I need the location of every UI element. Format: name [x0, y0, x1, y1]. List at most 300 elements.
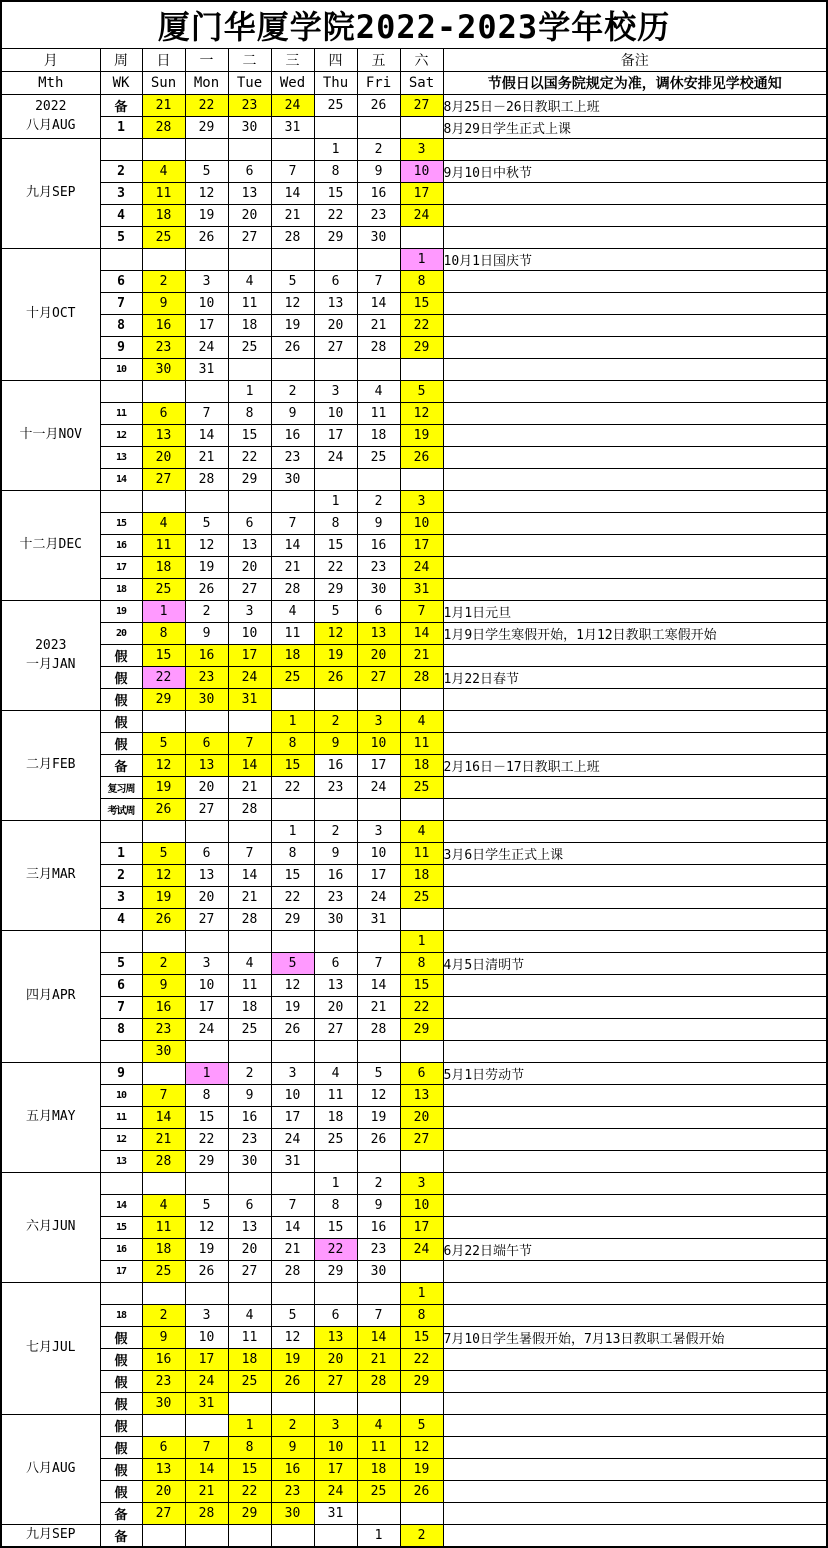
note-cell	[443, 381, 827, 403]
day-cell	[142, 1525, 185, 1547]
calendar-row	[1, 821, 827, 843]
day-cell: 3	[314, 381, 357, 403]
week-number-cell: 假	[100, 1371, 142, 1393]
day-cell: 25	[228, 1371, 271, 1393]
day-cell: 28	[357, 1371, 400, 1393]
note-cell	[443, 1503, 827, 1525]
day-cell: 6	[185, 843, 228, 865]
month-label-line: 六月JUN	[26, 1219, 76, 1235]
day-cell: 25	[314, 1129, 357, 1151]
calendar-row	[1, 711, 827, 733]
day-cell: 24	[271, 95, 314, 117]
day-cell	[185, 139, 228, 161]
day-cell: 6	[228, 1195, 271, 1217]
day-cell: 7	[400, 601, 443, 623]
day-cell: 17	[185, 1349, 228, 1371]
day-cell: 27	[314, 337, 357, 359]
day-cell: 13	[185, 755, 228, 777]
note-cell: 7月10日学生暑假开始，7月13日教职工暑假开始	[443, 1327, 827, 1349]
day-cell: 12	[185, 535, 228, 557]
day-cell: 23	[185, 667, 228, 689]
note-cell: 4月5日清明节	[443, 953, 827, 975]
day-cell: 25	[271, 667, 314, 689]
day-cell: 28	[271, 1261, 314, 1283]
day-cell: 16	[185, 645, 228, 667]
day-cell: 31	[228, 689, 271, 711]
day-cell: 11	[228, 1327, 271, 1349]
day-cell: 3	[185, 953, 228, 975]
header-mon-en: Mon	[185, 72, 228, 95]
calendar-row	[1, 667, 827, 689]
day-cell: 24	[400, 1239, 443, 1261]
note-cell: 8月25日－26日教职工上班	[443, 95, 827, 117]
day-cell: 11	[400, 843, 443, 865]
calendar-row	[1, 689, 827, 711]
note-cell	[443, 1415, 827, 1437]
day-cell: 19	[142, 777, 185, 799]
day-cell: 20	[185, 777, 228, 799]
day-cell: 18	[142, 205, 185, 227]
day-cell: 20	[228, 1239, 271, 1261]
day-cell: 9	[142, 1327, 185, 1349]
header-fri-en: Fri	[357, 72, 400, 95]
note-cell	[443, 1481, 827, 1503]
header-wed-en: Wed	[271, 72, 314, 95]
week-number-cell	[100, 1041, 142, 1063]
day-cell: 30	[142, 1393, 185, 1415]
day-cell: 5	[357, 1063, 400, 1085]
day-cell: 29	[314, 227, 357, 249]
day-cell: 1	[400, 1283, 443, 1305]
day-cell: 14	[357, 293, 400, 315]
day-cell: 11	[142, 1217, 185, 1239]
month-label-line: 七月JUL	[26, 1340, 76, 1356]
month-label-line: 二月FEB	[26, 757, 76, 773]
day-cell: 10	[400, 161, 443, 183]
day-cell: 21	[357, 997, 400, 1019]
day-cell: 20	[185, 887, 228, 909]
day-cell: 15	[400, 975, 443, 997]
day-cell	[228, 1041, 271, 1063]
day-cell: 26	[400, 447, 443, 469]
day-cell: 24	[185, 337, 228, 359]
day-cell: 21	[185, 1481, 228, 1503]
day-cell	[185, 381, 228, 403]
calendar-row	[1, 909, 827, 931]
day-cell	[357, 117, 400, 139]
day-cell: 9	[314, 733, 357, 755]
calendar-row	[1, 117, 827, 139]
day-cell: 17	[185, 315, 228, 337]
day-cell: 19	[142, 887, 185, 909]
calendar-row	[1, 249, 827, 271]
note-cell	[443, 1217, 827, 1239]
note-cell	[443, 1019, 827, 1041]
day-cell: 16	[314, 865, 357, 887]
day-cell	[271, 249, 314, 271]
note-cell	[443, 337, 827, 359]
day-cell: 15	[271, 865, 314, 887]
day-cell: 3	[185, 1305, 228, 1327]
month-label	[1, 821, 100, 931]
week-number-cell: 13	[100, 1151, 142, 1173]
day-cell: 26	[185, 1261, 228, 1283]
day-cell: 31	[314, 1503, 357, 1525]
calendar-row	[1, 227, 827, 249]
day-cell: 5	[142, 843, 185, 865]
day-cell: 9	[228, 1085, 271, 1107]
day-cell: 8	[228, 1437, 271, 1459]
day-cell: 29	[228, 1503, 271, 1525]
note-cell: 8月29日学生正式上课	[443, 117, 827, 139]
note-cell	[443, 315, 827, 337]
week-number-cell	[100, 381, 142, 403]
day-cell: 29	[400, 337, 443, 359]
calendar-row	[1, 1195, 827, 1217]
day-cell: 20	[357, 645, 400, 667]
day-cell: 21	[185, 447, 228, 469]
day-cell: 27	[314, 1371, 357, 1393]
day-cell	[142, 821, 185, 843]
note-cell: 1月9日学生寒假开始，1月12日教职工寒假开始	[443, 623, 827, 645]
day-cell	[400, 799, 443, 821]
day-cell: 13	[357, 623, 400, 645]
day-cell: 14	[185, 1459, 228, 1481]
day-cell: 4	[142, 1195, 185, 1217]
day-cell	[271, 1525, 314, 1547]
day-cell: 14	[357, 975, 400, 997]
note-cell	[443, 1305, 827, 1327]
day-cell: 19	[400, 425, 443, 447]
calendar-row	[1, 1481, 827, 1503]
calendar-row	[1, 931, 827, 953]
week-number-cell: 假	[100, 1327, 142, 1349]
day-cell: 17	[400, 183, 443, 205]
day-cell	[185, 1283, 228, 1305]
day-cell: 11	[228, 293, 271, 315]
day-cell: 11	[142, 183, 185, 205]
note-cell	[443, 1437, 827, 1459]
day-cell: 25	[400, 777, 443, 799]
week-number-cell: 16	[100, 535, 142, 557]
calendar-row	[1, 1525, 827, 1547]
day-cell: 25	[357, 447, 400, 469]
day-cell: 22	[314, 557, 357, 579]
week-number-cell: 20	[100, 623, 142, 645]
day-cell	[271, 139, 314, 161]
day-cell	[400, 1393, 443, 1415]
note-cell	[443, 1041, 827, 1063]
day-cell	[400, 1151, 443, 1173]
day-cell: 13	[228, 183, 271, 205]
day-cell	[185, 821, 228, 843]
day-cell: 5	[400, 1415, 443, 1437]
day-cell	[400, 1503, 443, 1525]
day-cell: 22	[314, 1239, 357, 1261]
day-cell: 18	[400, 755, 443, 777]
day-cell: 25	[228, 337, 271, 359]
day-cell: 10	[228, 623, 271, 645]
day-cell: 15	[271, 755, 314, 777]
calendar-row	[1, 1151, 827, 1173]
day-cell: 7	[271, 513, 314, 535]
day-cell: 10	[185, 1327, 228, 1349]
calendar-row	[1, 1063, 827, 1085]
note-cell	[443, 1261, 827, 1283]
week-number-cell: 17	[100, 557, 142, 579]
day-cell	[357, 249, 400, 271]
day-cell: 29	[400, 1371, 443, 1393]
day-cell: 7	[185, 1437, 228, 1459]
day-cell	[228, 1393, 271, 1415]
calendar-row	[1, 205, 827, 227]
header-wed-cn: 三	[271, 49, 314, 72]
week-number-cell: 12	[100, 1129, 142, 1151]
day-cell: 10	[185, 975, 228, 997]
week-number-cell: 假	[100, 1437, 142, 1459]
day-cell: 12	[271, 293, 314, 315]
day-cell: 24	[400, 557, 443, 579]
month-label-line: 十二月DEC	[19, 537, 82, 553]
note-cell: 5月1日劳动节	[443, 1063, 827, 1085]
day-cell	[142, 249, 185, 271]
month-label	[1, 1283, 100, 1415]
week-number-cell: 假	[100, 1481, 142, 1503]
day-cell: 26	[357, 95, 400, 117]
day-cell: 29	[185, 1151, 228, 1173]
day-cell: 30	[271, 469, 314, 491]
day-cell: 27	[185, 799, 228, 821]
day-cell: 6	[314, 1305, 357, 1327]
week-number-cell: 假	[100, 1459, 142, 1481]
calendar-row	[1, 1393, 827, 1415]
day-cell: 10	[357, 843, 400, 865]
calendar-row	[1, 975, 827, 997]
day-cell: 21	[142, 95, 185, 117]
day-cell: 18	[228, 315, 271, 337]
day-cell: 6	[185, 733, 228, 755]
day-cell	[228, 359, 271, 381]
day-cell: 29	[271, 909, 314, 931]
day-cell: 12	[400, 403, 443, 425]
day-cell: 30	[142, 1041, 185, 1063]
note-cell	[443, 1459, 827, 1481]
day-cell: 1	[314, 1173, 357, 1195]
day-cell: 14	[142, 1107, 185, 1129]
week-number-cell: 14	[100, 1195, 142, 1217]
day-cell: 9	[357, 513, 400, 535]
day-cell: 5	[400, 381, 443, 403]
day-cell: 26	[142, 799, 185, 821]
day-cell: 24	[314, 447, 357, 469]
note-cell	[443, 1371, 827, 1393]
day-cell	[271, 1041, 314, 1063]
day-cell	[400, 359, 443, 381]
day-cell: 28	[400, 667, 443, 689]
day-cell: 21	[228, 887, 271, 909]
day-cell	[271, 491, 314, 513]
day-cell: 25	[400, 887, 443, 909]
day-cell: 23	[228, 1129, 271, 1151]
day-cell: 23	[271, 1481, 314, 1503]
day-cell: 4	[228, 1305, 271, 1327]
day-cell: 22	[271, 887, 314, 909]
day-cell	[400, 469, 443, 491]
day-cell: 1	[400, 931, 443, 953]
day-cell: 19	[357, 1107, 400, 1129]
day-cell: 18	[142, 557, 185, 579]
month-label	[1, 601, 100, 711]
week-number-cell: 5	[100, 227, 142, 249]
calendar-row	[1, 1129, 827, 1151]
day-cell	[271, 1173, 314, 1195]
note-cell	[443, 711, 827, 733]
day-cell: 5	[271, 953, 314, 975]
day-cell: 11	[357, 1437, 400, 1459]
day-cell: 2	[142, 271, 185, 293]
day-cell: 10	[185, 293, 228, 315]
day-cell: 22	[228, 1481, 271, 1503]
day-cell: 17	[357, 755, 400, 777]
day-cell: 6	[400, 1063, 443, 1085]
day-cell: 15	[142, 645, 185, 667]
note-cell	[443, 1129, 827, 1151]
day-cell: 14	[228, 865, 271, 887]
day-cell	[228, 931, 271, 953]
day-cell: 13	[142, 425, 185, 447]
day-cell: 28	[228, 799, 271, 821]
day-cell: 8	[314, 513, 357, 535]
day-cell: 5	[185, 161, 228, 183]
day-cell: 3	[400, 491, 443, 513]
day-cell: 27	[185, 909, 228, 931]
calendar-row	[1, 447, 827, 469]
day-cell: 26	[357, 1129, 400, 1151]
note-cell	[443, 799, 827, 821]
day-cell	[185, 711, 228, 733]
day-cell	[314, 469, 357, 491]
calendar-row	[1, 1415, 827, 1437]
day-cell: 6	[142, 403, 185, 425]
week-number-cell: 18	[100, 1305, 142, 1327]
month-label-line: 十月OCT	[26, 306, 76, 322]
day-cell: 13	[314, 975, 357, 997]
day-cell	[357, 1393, 400, 1415]
day-cell: 8	[314, 161, 357, 183]
note-cell	[443, 821, 827, 843]
day-cell: 8	[314, 1195, 357, 1217]
day-cell	[357, 469, 400, 491]
day-cell: 18	[142, 1239, 185, 1261]
header-thu-en: Thu	[314, 72, 357, 95]
calendar-row	[1, 645, 827, 667]
day-cell: 7	[185, 403, 228, 425]
day-cell: 29	[142, 689, 185, 711]
day-cell: 25	[142, 227, 185, 249]
calendar-row	[1, 623, 827, 645]
day-cell: 18	[357, 425, 400, 447]
calendar-row	[1, 997, 827, 1019]
day-cell: 23	[357, 557, 400, 579]
day-cell: 20	[314, 997, 357, 1019]
week-number-cell: 3	[100, 183, 142, 205]
calendar-row	[1, 183, 827, 205]
day-cell: 15	[228, 1459, 271, 1481]
day-cell: 20	[142, 447, 185, 469]
header-sun-cn: 日	[142, 49, 185, 72]
day-cell	[314, 931, 357, 953]
day-cell	[142, 711, 185, 733]
day-cell: 2	[228, 1063, 271, 1085]
day-cell	[142, 1283, 185, 1305]
day-cell: 22	[142, 667, 185, 689]
day-cell: 22	[228, 447, 271, 469]
day-cell	[185, 249, 228, 271]
day-cell: 8	[400, 953, 443, 975]
month-label-line: 四月APR	[26, 988, 76, 1004]
day-cell: 28	[142, 117, 185, 139]
day-cell: 25	[357, 1481, 400, 1503]
day-cell: 7	[228, 733, 271, 755]
day-cell	[271, 931, 314, 953]
day-cell: 24	[185, 1371, 228, 1393]
day-cell: 1	[228, 1415, 271, 1437]
calendar-row	[1, 1371, 827, 1393]
day-cell: 19	[271, 997, 314, 1019]
day-cell	[400, 909, 443, 931]
day-cell: 6	[314, 953, 357, 975]
day-cell: 28	[271, 579, 314, 601]
month-label	[1, 139, 100, 249]
day-cell: 17	[314, 1459, 357, 1481]
day-cell: 10	[314, 1437, 357, 1459]
day-cell: 30	[357, 579, 400, 601]
calendar-row	[1, 1085, 827, 1107]
header-tue-cn: 二	[228, 49, 271, 72]
day-cell: 26	[271, 337, 314, 359]
day-cell: 26	[185, 579, 228, 601]
day-cell: 2	[142, 953, 185, 975]
month-label-line: 九月SEP	[26, 185, 76, 201]
day-cell: 8	[185, 1085, 228, 1107]
day-cell: 2	[400, 1525, 443, 1547]
note-cell	[443, 777, 827, 799]
day-cell	[185, 931, 228, 953]
day-cell: 12	[271, 975, 314, 997]
day-cell: 29	[314, 1261, 357, 1283]
day-cell	[142, 1063, 185, 1085]
note-cell	[443, 205, 827, 227]
day-cell	[400, 227, 443, 249]
day-cell: 4	[228, 271, 271, 293]
day-cell: 19	[314, 645, 357, 667]
month-label-line: 十一月NOV	[19, 427, 82, 443]
calendar-row	[1, 425, 827, 447]
day-cell: 7	[142, 1085, 185, 1107]
day-cell: 4	[357, 1415, 400, 1437]
day-cell: 30	[185, 689, 228, 711]
day-cell: 20	[228, 557, 271, 579]
calendar-row	[1, 1503, 827, 1525]
day-cell	[314, 1283, 357, 1305]
day-cell: 10	[400, 513, 443, 535]
calendar-row	[1, 139, 827, 161]
week-number-cell: 假	[100, 689, 142, 711]
calendar-row	[1, 161, 827, 183]
header-row-cn	[1, 49, 827, 72]
day-cell: 7	[271, 1195, 314, 1217]
month-label	[1, 1063, 100, 1173]
